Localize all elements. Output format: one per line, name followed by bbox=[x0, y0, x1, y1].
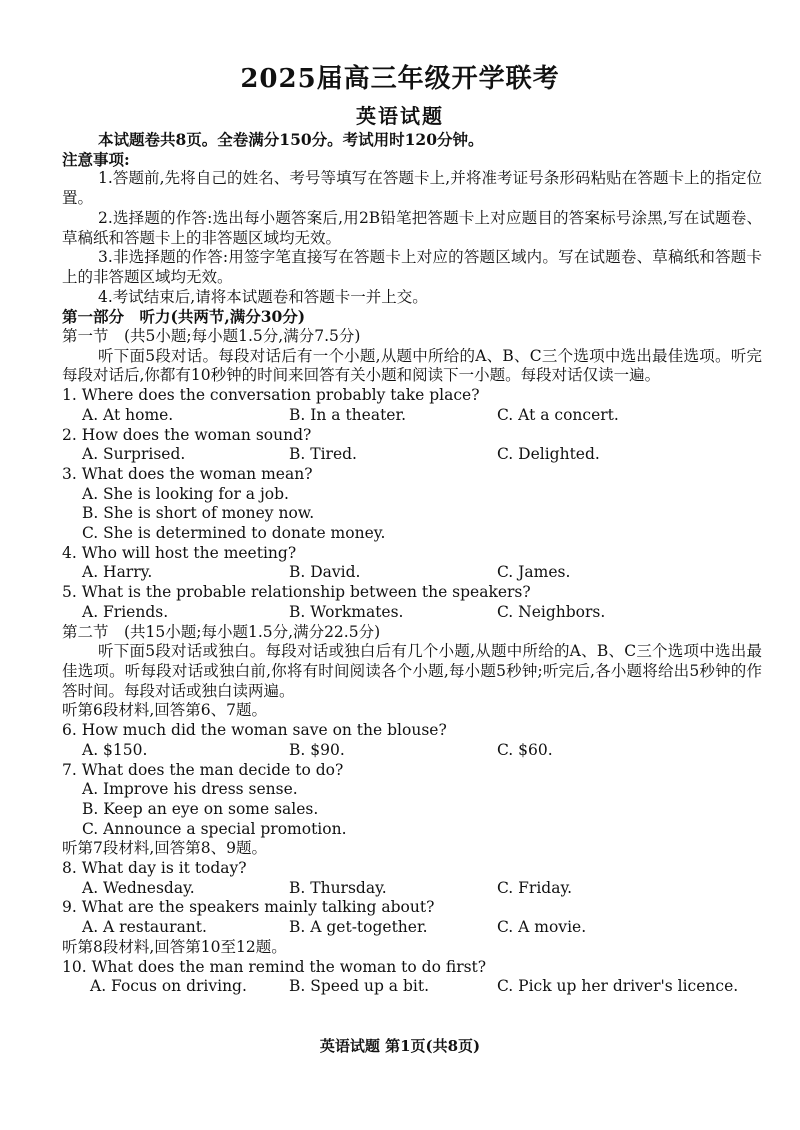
option-b: B. Workmates. bbox=[289, 602, 404, 621]
option-c: C. Neighbors. bbox=[497, 602, 606, 621]
question-stem: 10. What does the man remind the woman to do first? bbox=[62, 957, 487, 976]
question-options bbox=[62, 879, 762, 899]
note-3: 3.非选择题的作答:用签字笔直接写在答题卡上对应的答题区域内。写在试题卷、草稿纸和答题卡上的非答题区域均无效。 bbox=[62, 248, 762, 286]
exam-subtitle: 英语试题 bbox=[356, 104, 444, 128]
option-b: B. Keep an eye on some sales. bbox=[82, 799, 319, 818]
page-footer: 英语试题 第1页(共8页) bbox=[319, 1037, 481, 1055]
section1-instructions: 听下面5段对话。每段对话后有一个小题,从题中所给的A、B、C三个选项中选出最佳选项。听完每段对话后,你都有10秒钟的时间来回答有关小题和阅读下一小题。每段对话仅读一遍。 bbox=[62, 346, 762, 385]
option-a: A. At home. bbox=[82, 405, 174, 424]
part1-heading: 第一部分 听力(共两节,满分30分) bbox=[62, 307, 306, 327]
note-4: 4.考试结束后,请将本试题卷和答题卡一并上交。 bbox=[98, 287, 428, 306]
option-c: C. At a concert. bbox=[497, 405, 619, 424]
question-options bbox=[62, 563, 762, 583]
question-stem: 6. How much did the woman save on the blouse? bbox=[62, 721, 447, 740]
note-2: 2.选择题的作答:选出每小题答案后,用2B铅笔把答题卡上对应题目的答案标号涂黑,写在试题卷、草稿纸和答题卡上的非答题区域均无效。 bbox=[62, 208, 762, 247]
option-c: C. James. bbox=[497, 563, 571, 582]
option-b: B. $90. bbox=[289, 740, 345, 759]
question-options bbox=[62, 406, 762, 426]
option-a: A. A restaurant. bbox=[82, 918, 207, 937]
question-stem: 1. Where does the conversation probably take place? bbox=[62, 386, 480, 405]
notes-heading: 注意事项: bbox=[62, 149, 130, 169]
option-a: A. Friends. bbox=[82, 602, 169, 621]
question-stem: 2. How does the woman sound? bbox=[62, 425, 312, 444]
section1-heading: 第一节 (共5小题;每小题1.5分,满分7.5分) bbox=[62, 327, 361, 346]
question-stem: 9. What are the speakers mainly talking about? bbox=[62, 898, 435, 917]
option-b: B. David. bbox=[289, 563, 361, 582]
note-1: 1.答题前,先将自己的姓名、考号等填写在答题卡上,并将准考证号条形码粘贴在答题卡上的指定位置。 bbox=[62, 169, 762, 208]
question-options bbox=[62, 741, 762, 761]
question-stem: 7. What does the man decide to do? bbox=[62, 760, 344, 779]
option-c: C. Friday. bbox=[497, 878, 573, 897]
option-a: A. She is looking for a job. bbox=[82, 484, 289, 503]
exam-title: 2025届高三年级开学联考 bbox=[240, 64, 560, 94]
option-c: C. Pick up her driver's licence. bbox=[497, 977, 739, 996]
option-b: B. In a theater. bbox=[289, 405, 407, 424]
option-a: A. Wednesday. bbox=[82, 878, 195, 897]
option-a: A. Improve his dress sense. bbox=[82, 780, 298, 799]
option-c: C. She is determined to donate money. bbox=[82, 524, 386, 543]
exam-summary: 本试题卷共8页。全卷满分150分。考试用时120分钟。 bbox=[98, 130, 484, 149]
material-note: 听第8段材料,回答第10至12题。 bbox=[62, 937, 287, 956]
exam-content bbox=[62, 130, 762, 997]
question-options bbox=[62, 918, 762, 938]
option-c: C. $60. bbox=[497, 740, 553, 759]
question-options bbox=[62, 603, 762, 623]
option-b: B. Tired. bbox=[289, 445, 357, 464]
option-a: A. $150. bbox=[82, 740, 148, 759]
question-options bbox=[62, 977, 762, 997]
option-c: C. A movie. bbox=[497, 918, 587, 937]
question-stem: 3. What does the woman mean? bbox=[62, 464, 313, 483]
option-b: B. She is short of money now. bbox=[82, 504, 315, 523]
question-stem: 5. What is the probable relationship between the speakers? bbox=[62, 583, 531, 602]
section2-heading: 第二节 (共15小题;每小题1.5分,满分22.5分) bbox=[62, 622, 381, 641]
question-stem: 4. Who will host the meeting? bbox=[62, 543, 297, 562]
section2-instructions: 听下面5段对话或独白。每段对话或独白后有几个小题,从题中所给的A、B、C三个选项中选出最佳选项。听每段对话或独白前,你将有时间阅读各个小题,每小题5秒钟;听完后,各小题将给出5秒钟的作答时间。每段对话或独白读两遍。 bbox=[62, 642, 762, 700]
option-a: A. Harry. bbox=[82, 563, 153, 582]
option-a: A. Surprised. bbox=[82, 445, 186, 464]
option-b: B. Speed up a bit. bbox=[289, 977, 430, 996]
material-note: 听第6段材料,回答第6、7题。 bbox=[62, 701, 268, 720]
material-note: 听第7段材料,回答第8、9题。 bbox=[62, 839, 268, 858]
option-b: B. A get-together. bbox=[289, 918, 428, 937]
option-b: B. Thursday. bbox=[289, 878, 387, 897]
option-c: C. Delighted. bbox=[497, 445, 600, 464]
question-options bbox=[62, 445, 762, 465]
option-a: A. Focus on driving. bbox=[90, 977, 247, 996]
option-c: C. Announce a special promotion. bbox=[82, 819, 347, 838]
question-stem: 8. What day is it today? bbox=[62, 859, 247, 878]
